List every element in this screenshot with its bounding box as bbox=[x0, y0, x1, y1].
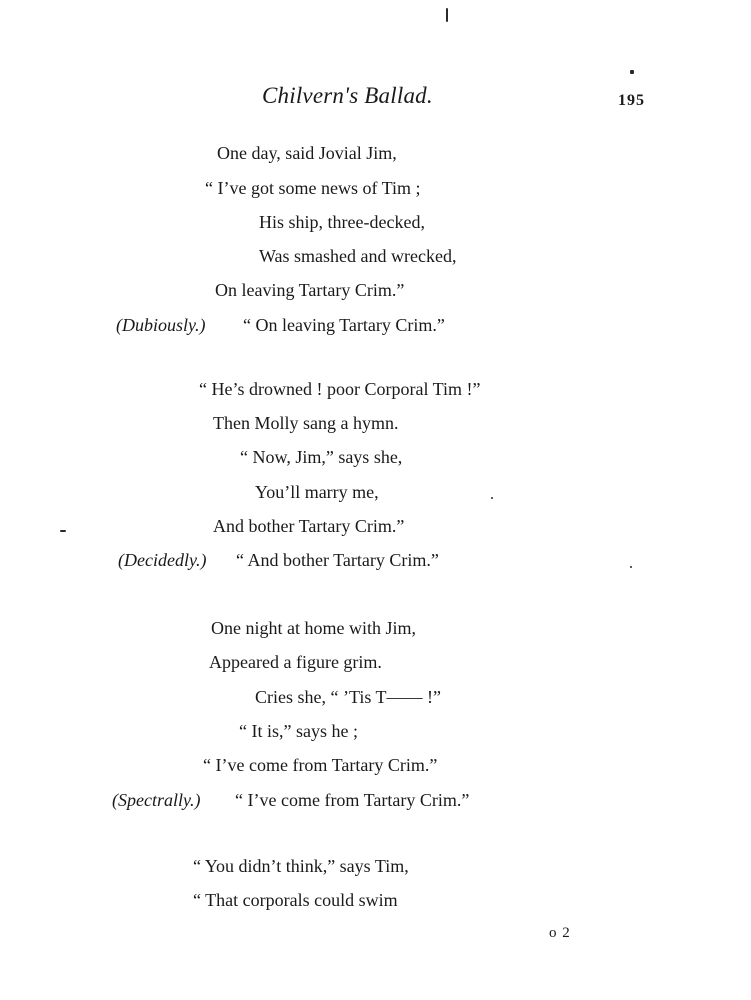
stage-direction: (Dubiously.) bbox=[116, 315, 206, 335]
poem-line: One day, said Jovial Jim, bbox=[217, 143, 397, 163]
poem-line: Then Molly sang a hymn. bbox=[213, 413, 399, 433]
scan-speck bbox=[446, 8, 448, 22]
signature-mark: o 2 bbox=[549, 925, 571, 941]
scan-speck bbox=[60, 530, 66, 532]
page-number: 195 bbox=[618, 92, 645, 109]
poem-line: “ You didn’t think,” says Tim, bbox=[193, 856, 409, 876]
poem-line: And bother Tartary Crim.” bbox=[213, 516, 405, 536]
poem-line: “ That corporals could swim bbox=[193, 890, 398, 910]
stage-direction: (Decidedly.) bbox=[118, 550, 207, 570]
poem-line: “ Now, Jim,” says she, bbox=[240, 447, 403, 467]
poem-line: “ And bother Tartary Crim.” bbox=[236, 550, 439, 570]
poem-line: “ I’ve got some news of Tim ; bbox=[205, 178, 421, 198]
scan-speck bbox=[491, 497, 493, 499]
poem-line: His ship, three-decked, bbox=[259, 212, 425, 232]
poem-line: Appeared a figure grim. bbox=[209, 652, 382, 672]
stage-direction: (Spectrally.) bbox=[112, 790, 201, 810]
poem-line: “ He’s drowned ! poor Corporal Tim !” bbox=[199, 379, 481, 399]
poem-line: One night at home with Jim, bbox=[211, 618, 416, 638]
scan-speck bbox=[630, 566, 632, 568]
poem-line: You’ll marry me, bbox=[255, 482, 379, 502]
poem-line: Cries she, “ ’Tis T—— !” bbox=[255, 687, 441, 707]
poem-line: “ It is,” says he ; bbox=[239, 721, 358, 741]
scan-speck bbox=[630, 70, 634, 74]
poem-line: “ I’ve come from Tartary Crim.” bbox=[203, 755, 438, 775]
running-title: Chilvern's Ballad. bbox=[262, 83, 433, 108]
poem-line: Was smashed and wrecked, bbox=[259, 246, 457, 266]
poem-line: “ On leaving Tartary Crim.” bbox=[243, 315, 445, 335]
poem-line: “ I’ve come from Tartary Crim.” bbox=[235, 790, 470, 810]
poem-line: On leaving Tartary Crim.” bbox=[215, 280, 405, 300]
